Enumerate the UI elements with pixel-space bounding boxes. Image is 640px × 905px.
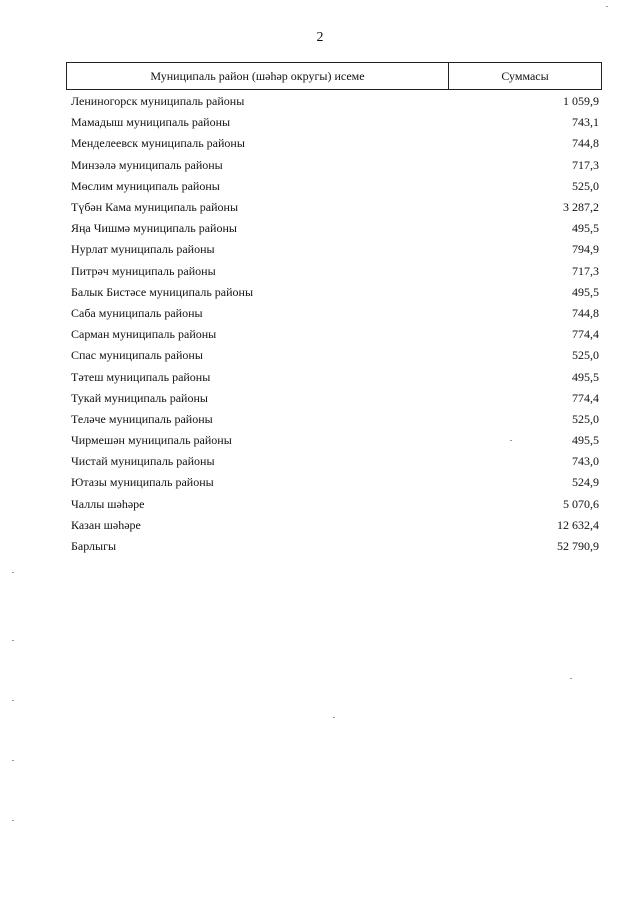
row-value: 744,8 [572, 136, 599, 151]
row-name: Чистай муниципаль районы [71, 454, 215, 469]
table-row [66, 261, 602, 282]
header-sum: Суммасы [501, 68, 549, 83]
row-name: Питрәч муниципаль районы [71, 263, 216, 278]
scan-speck [510, 440, 512, 441]
table-row [66, 176, 602, 197]
row-value: 5 070,6 [563, 496, 599, 511]
table-row [66, 133, 602, 154]
row-value: 774,4 [572, 390, 599, 405]
table-row [66, 91, 602, 112]
scan-speck [333, 717, 335, 718]
row-value: 525,0 [572, 411, 599, 426]
table-row [66, 536, 602, 557]
row-value: 717,3 [572, 263, 599, 278]
table-row [66, 218, 602, 239]
row-name: Менделеевск муниципаль районы [71, 136, 245, 151]
row-value: 495,5 [572, 221, 599, 236]
table-row [66, 112, 602, 133]
table-header [66, 62, 602, 90]
table-row [66, 303, 602, 324]
table-row [66, 430, 602, 451]
row-name: Чаллы шәһәре [71, 496, 145, 511]
page-number: 2 [316, 30, 324, 45]
row-value: 495,5 [572, 284, 599, 299]
table-row [66, 515, 602, 536]
row-name: Чирмешән муниципаль районы [71, 433, 232, 448]
row-value: 52 790,9 [557, 539, 599, 554]
row-name: Теләче муниципаль районы [71, 411, 213, 426]
row-name: Саба муниципаль районы [71, 305, 203, 320]
row-value: 743,0 [572, 454, 599, 469]
row-value: 525,0 [572, 178, 599, 193]
row-name: Тәтеш муниципаль районы [71, 369, 211, 384]
table-row [66, 324, 602, 345]
row-name: Ютазы муниципаль районы [71, 475, 214, 490]
scan-speck [12, 572, 14, 573]
scan-speck [12, 700, 14, 701]
row-value: 524,9 [572, 475, 599, 490]
table-row [66, 388, 602, 409]
row-name: Сарман муниципаль районы [71, 327, 217, 342]
row-name: Яңа Чишмә муниципаль районы [71, 221, 237, 236]
scan-speck [12, 640, 14, 641]
row-name: Балык Бистәсе муниципаль районы [71, 284, 254, 299]
table-row [66, 472, 602, 493]
row-name: Мөслим муниципаль районы [71, 178, 220, 193]
row-value: 12 632,4 [557, 517, 599, 532]
row-value: 774,4 [572, 327, 599, 342]
row-name: Спас муниципаль районы [71, 348, 203, 363]
row-value: 3 287,2 [563, 200, 599, 215]
scan-speck [12, 820, 14, 821]
row-value: 525,0 [572, 348, 599, 363]
table-row [66, 239, 602, 260]
scan-speck [12, 760, 14, 761]
row-value: 794,9 [572, 242, 599, 257]
row-value: 1 059,9 [563, 94, 599, 109]
table-row [66, 155, 602, 176]
table-row [66, 494, 602, 515]
header-name: Муниципаль район (шәһәр округы) исеме [67, 63, 449, 89]
table-body [66, 91, 602, 557]
row-value: 743,1 [572, 115, 599, 130]
row-value: 495,5 [572, 433, 599, 448]
row-name: Барлыгы [71, 539, 117, 554]
row-name: Түбән Кама муниципаль районы [71, 200, 239, 215]
row-value: 744,8 [572, 305, 599, 320]
row-name: Мамадыш муниципаль районы [71, 115, 231, 130]
row-name: Тукай муниципаль районы [71, 390, 208, 405]
row-name: Минзәлә муниципаль районы [71, 157, 223, 172]
table-row [66, 197, 602, 218]
row-value: 495,5 [572, 369, 599, 384]
table-row [66, 345, 602, 366]
table-row [66, 366, 602, 387]
table-row [66, 282, 602, 303]
table-row [66, 451, 602, 472]
row-name: Казан шәһәре [71, 517, 141, 532]
table-row [66, 409, 602, 430]
scan-speck [606, 6, 608, 7]
scan-speck [570, 678, 572, 679]
row-value: 717,3 [572, 157, 599, 172]
budget-table [66, 62, 602, 557]
row-name: Лениногорск муниципаль районы [71, 94, 245, 109]
row-name: Нурлат муниципаль районы [71, 242, 215, 257]
